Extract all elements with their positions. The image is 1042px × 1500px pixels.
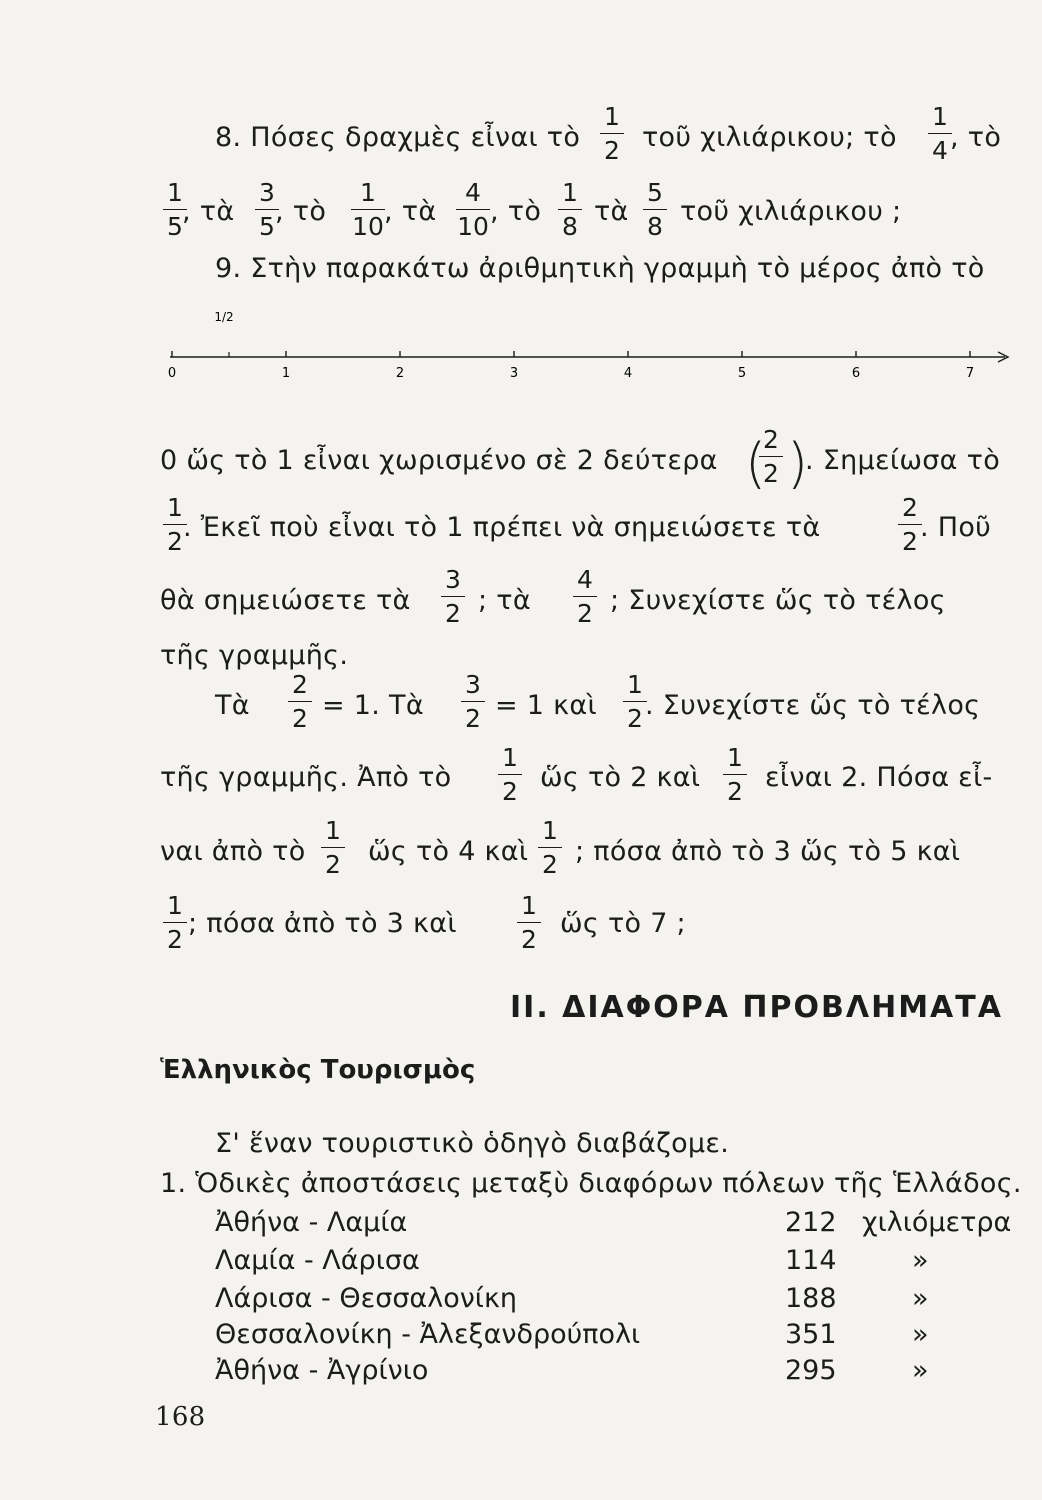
fraction: 3 2 (458, 672, 488, 731)
distance-km: 188 (785, 1283, 837, 1314)
fraction: 1 8 (555, 180, 585, 239)
fraction: 1 2 (318, 818, 348, 877)
distance-unit: » (912, 1245, 929, 1276)
problem-9-text: 0 ὥς τὸ 1 εἶναι χωρισμένο σὲ 2 δεύτερα (160, 445, 718, 476)
number-line-half-label: 1/2 (214, 310, 234, 324)
problem-9-text: τῆς γραμμῆς. Ἀπὸ τὸ (160, 762, 452, 793)
problem-9-text: Τὰ (215, 690, 250, 721)
problem-9-text: ναι ἀπὸ τὸ (160, 836, 306, 867)
paren-close: ) (787, 432, 809, 495)
distance-unit: » (912, 1283, 929, 1314)
problem-9-text: ; πόσα ἀπὸ τὸ 3 ὥς τὸ 5 καὶ (575, 836, 961, 867)
number-line-label: 2 (395, 366, 405, 381)
distance-km: 212 (785, 1207, 837, 1238)
distance-unit: χιλιόμετρα (862, 1207, 1012, 1238)
problem-9-text: 9. Στὴν παρακάτω ἀριθμητικὴ γραμμὴ τὸ μέρος ἀπὸ τὸ (215, 253, 985, 284)
fraction: 1 4 (925, 104, 955, 163)
problem-9-text: . Συνεχίστε ὥς τὸ τέλος (645, 690, 981, 721)
fraction: 1 10 (352, 178, 384, 241)
fraction: 1 5 (160, 180, 190, 239)
problem-8-text: τοῦ χιλιάρικου ; (680, 196, 902, 227)
subheading: Ἑλληνικὸς Τουρισμὸς (160, 1055, 476, 1085)
number-line-label: 6 (851, 366, 861, 381)
fraction: 5 8 (640, 180, 670, 239)
intro-text: Σ' ἕναν τουριστικὸ ὁδηγὸ διαβάζομε. (215, 1128, 730, 1159)
problem-8-text: , τὸ (950, 122, 1002, 153)
problem-8-text: , τὸ (490, 196, 542, 227)
fraction: 4 10 (457, 178, 489, 241)
fraction: 1 2 (535, 818, 565, 877)
problem-9-text: = 1 καὶ (495, 690, 597, 721)
fraction: 2 2 (756, 427, 786, 486)
problem-9-text: ; Συνεχίστε ὥς τὸ τέλος (610, 585, 946, 616)
fraction: 1 2 (597, 104, 627, 163)
fraction: 2 2 (285, 672, 315, 731)
fraction: 2 2 (895, 495, 925, 554)
item-1-text: 1. Ὁδικὲς ἀποστάσεις μεταξὺ διαφόρων πόλεων τῆς Ἑλλάδος. (160, 1168, 1022, 1199)
fraction: 1 2 (160, 893, 190, 952)
fraction: 3 5 (252, 180, 282, 239)
section-heading: ΙΙ. ΔΙΑΦΟΡΑ ΠΡΟΒΛΗΜΑΤΑ (510, 990, 1003, 1025)
problem-9-text: θὰ σημειώσετε τὰ (160, 585, 411, 616)
number-line-label: 4 (623, 366, 633, 381)
number-line-label: 0 (167, 366, 177, 381)
distance-km: 114 (785, 1245, 837, 1276)
problem-9-text: . Ἐκεῖ ποὺ εἶναι τὸ 1 πρέπει νὰ σημειώσετε τὰ (183, 512, 821, 543)
problem-8-text: , τὰ (182, 196, 235, 227)
distance-route: Θεσσαλονίκη - Ἀλεξανδρούπολι (215, 1319, 641, 1350)
problem-9-text: = 1. Τὰ (322, 690, 424, 721)
fraction: 1 2 (160, 495, 190, 554)
distance-unit: » (912, 1319, 929, 1350)
problem-8-text: , τὸ (275, 196, 327, 227)
fraction: 1 2 (495, 745, 525, 804)
problem-9-text: . Σημείωσα τὸ (805, 445, 1001, 476)
distance-route: Λαμία - Λάρισα (215, 1245, 420, 1276)
fraction: 1 2 (720, 745, 750, 804)
distance-unit: » (912, 1355, 929, 1386)
fraction: 4 2 (570, 567, 600, 626)
distance-route: Ἀθήνα - Ἀγρίνιο (215, 1355, 429, 1386)
number-line-label: 1 (281, 366, 291, 381)
problem-9-text: εἶναι 2. Πόσα εἶ- (765, 762, 993, 793)
number-line-label: 3 (509, 366, 519, 381)
distance-km: 295 (785, 1355, 837, 1386)
problem-9-text: ὥς τὸ 2 καὶ (540, 762, 701, 793)
problem-8-text: τὰ (594, 196, 629, 227)
fraction: 1 2 (620, 672, 650, 731)
distance-route: Λάρισα - Θεσσαλονίκη (215, 1283, 517, 1314)
problem-9-text: ; πόσα ἀπὸ τὸ 3 καὶ (188, 908, 457, 939)
problem-9-text: ὥς τὸ 4 καὶ (368, 836, 529, 867)
number-line-label: 7 (965, 366, 975, 381)
problem-9-text: . Ποῦ (920, 512, 992, 543)
number-line (160, 305, 1020, 385)
problem-8-text: τοῦ χιλιάρικου; τὸ (642, 122, 897, 153)
problem-9-text: ὥς τὸ 7 ; (560, 908, 686, 939)
fraction: 3 2 (438, 567, 468, 626)
fraction: 1 2 (514, 893, 544, 952)
distance-route: Ἀθήνα - Λαμία (215, 1207, 408, 1238)
problem-9-text: τῆς γραμμῆς. (160, 640, 349, 671)
problem-8-text: 8. Πόσες δραχμὲς εἶναι τὸ (215, 122, 581, 153)
problem-8-text: , τὰ (384, 196, 437, 227)
paren-open: ( (745, 432, 767, 495)
number-line-label: 5 (737, 366, 747, 381)
problem-9-text: ; τὰ (478, 585, 531, 616)
distance-km: 351 (785, 1319, 837, 1350)
page-number: 168 (155, 1402, 206, 1432)
